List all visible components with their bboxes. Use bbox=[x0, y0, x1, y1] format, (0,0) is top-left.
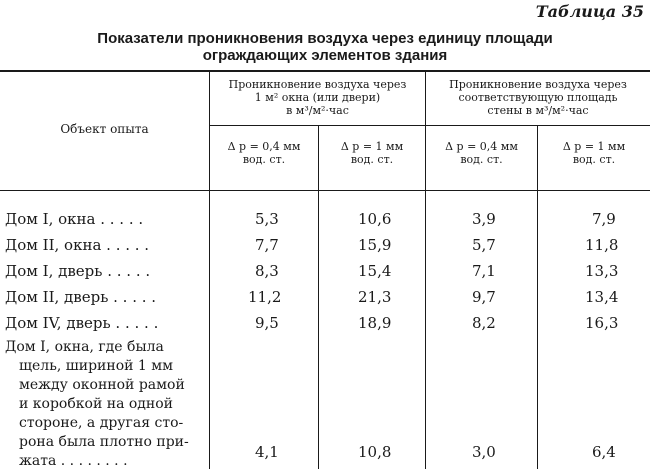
row-label: Дом II, окна . . . . . bbox=[5, 236, 150, 254]
subheader-col3 bbox=[426, 140, 537, 166]
subheader-col2-unit: вод. ст. bbox=[350, 153, 394, 166]
vline-col4 bbox=[537, 126, 538, 469]
group2-line-3: стены в м³/м²·час bbox=[487, 104, 589, 117]
cell-v3: 9,7 bbox=[472, 288, 496, 306]
row-label: Дом IV, дверь . . . . . bbox=[5, 314, 159, 332]
table-label: Таблица 35 bbox=[535, 2, 644, 21]
subheader-col2 bbox=[319, 140, 425, 166]
cell-v2: 10,6 bbox=[358, 210, 392, 228]
cell-v4: 13,4 bbox=[585, 288, 619, 306]
cell-v4: 7,9 bbox=[592, 210, 616, 228]
subheader-col2-dp: Δ p = 1 мм bbox=[340, 140, 404, 153]
cell-v1: 9,5 bbox=[255, 314, 279, 332]
row-label-line: стороне, а другая сто- bbox=[19, 415, 184, 431]
group2-line-1: Проникновение воздуха через bbox=[449, 78, 627, 91]
cell-v3: 3,0 bbox=[472, 443, 496, 461]
row-label-multiline bbox=[5, 338, 189, 471]
cell-v4: 11,8 bbox=[585, 236, 619, 254]
cell-v2: 10,8 bbox=[358, 443, 392, 461]
cell-v2: 21,3 bbox=[358, 288, 392, 306]
title-line-2: ограждающих элементов здания bbox=[202, 47, 448, 64]
group1-line-2: 1 м² окна (или двери) bbox=[254, 91, 381, 104]
subheader-col4-dp: Δ p = 1 мм bbox=[562, 140, 626, 153]
header-bottom-rule bbox=[0, 190, 650, 191]
vline-object bbox=[209, 71, 210, 469]
row-label: Дом I, окна . . . . . bbox=[5, 210, 144, 228]
row-label: Дом I, дверь . . . . . bbox=[5, 262, 151, 280]
cell-v4: 13,3 bbox=[585, 262, 619, 280]
row-label-line: между оконной рамой bbox=[19, 377, 185, 393]
cell-v1: 8,3 bbox=[255, 262, 279, 280]
cell-v3: 5,7 bbox=[472, 236, 496, 254]
row-label-line: Дом I, окна, где была bbox=[5, 339, 164, 355]
cell-v2: 15,4 bbox=[358, 262, 392, 280]
group1-line-3: в м³/м²·час bbox=[286, 104, 349, 117]
subheader-col3-unit: вод. ст. bbox=[460, 153, 503, 166]
group2-under-rule bbox=[426, 125, 650, 126]
title-line-1: Показатели проникновения воздуха через единицу площади bbox=[97, 30, 553, 47]
cell-v1: 4,1 bbox=[255, 443, 279, 461]
subheader-col1-unit: вод. ст. bbox=[242, 153, 286, 166]
row-label: Дом II, дверь . . . . . bbox=[5, 288, 157, 306]
cell-v2: 18,9 bbox=[358, 314, 392, 332]
row-label-line: рона была плотно при- bbox=[19, 434, 189, 450]
vline-col2 bbox=[318, 126, 319, 469]
cell-v1: 7,7 bbox=[255, 236, 279, 254]
cell-v1: 11,2 bbox=[248, 288, 282, 306]
cell-v3: 3,9 bbox=[472, 210, 496, 228]
table-top-rule bbox=[0, 70, 650, 72]
row-label-line: и коробкой на одной bbox=[19, 396, 174, 412]
row-label-line: щель, шириной 1 мм bbox=[19, 358, 174, 374]
subheader-col1 bbox=[210, 140, 318, 166]
subheader-col4 bbox=[538, 140, 650, 166]
group1-line-1: Проникновение воздуха через bbox=[228, 78, 407, 91]
subheader-col3-dp: Δ p = 0,4 мм bbox=[445, 140, 518, 153]
table-title bbox=[0, 30, 650, 64]
vline-group2 bbox=[425, 71, 426, 469]
cell-v4: 6,4 bbox=[592, 443, 616, 461]
cell-v4: 16,3 bbox=[585, 314, 619, 332]
row-label-line: жата . . . . . . . . bbox=[19, 453, 128, 469]
subheader-col4-unit: вод. ст. bbox=[572, 153, 616, 166]
header-group1 bbox=[210, 78, 425, 117]
header-group2 bbox=[426, 78, 650, 117]
cell-v3: 8,2 bbox=[472, 314, 496, 332]
cell-v3: 7,1 bbox=[472, 262, 496, 280]
header-object: Объект опыта bbox=[60, 122, 149, 136]
group2-line-2: соответствующую площадь bbox=[458, 91, 618, 104]
cell-v2: 15,9 bbox=[358, 236, 392, 254]
cell-v1: 5,3 bbox=[255, 210, 279, 228]
subheader-col1-dp: Δ p = 0,4 мм bbox=[227, 140, 301, 153]
